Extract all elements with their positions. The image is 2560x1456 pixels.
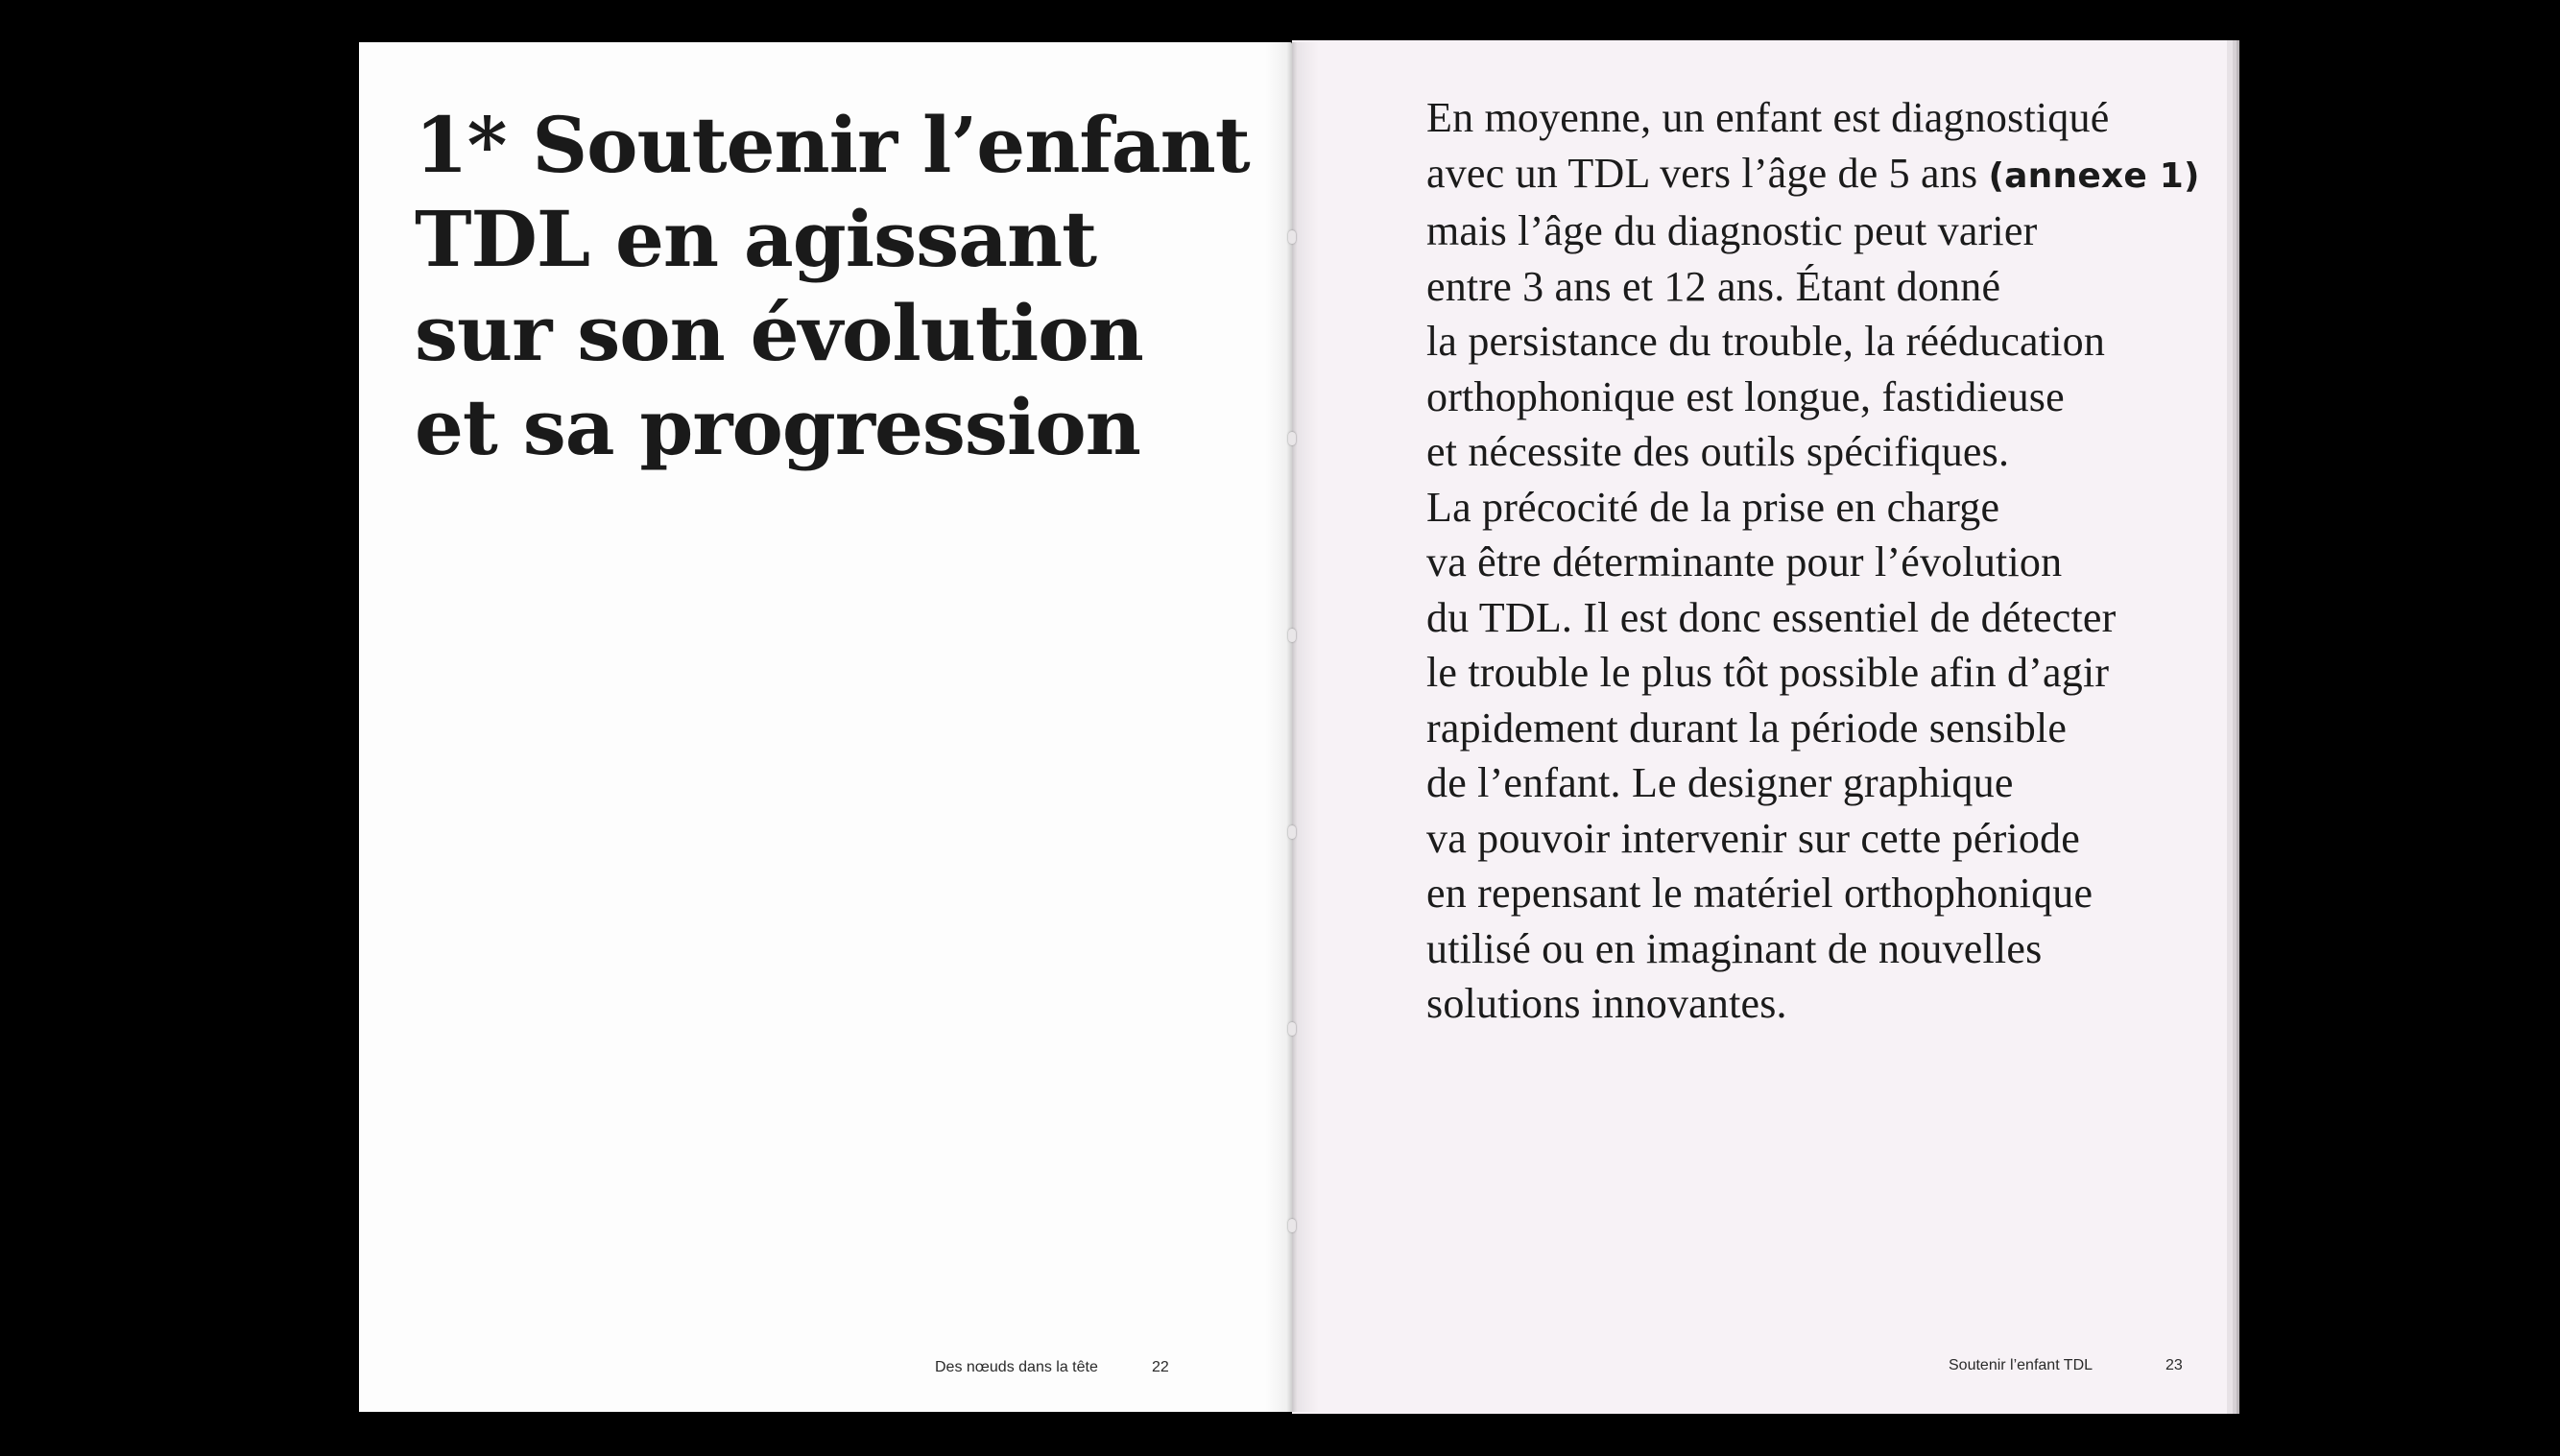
body-line: va être déterminante pour l’évolution	[1426, 538, 2063, 585]
binding-stitch	[1288, 825, 1296, 839]
body-line-text: avec un TDL vers l’âge de 5 ans	[1426, 149, 1989, 197]
chapter-title-line: et sa progression	[415, 382, 1140, 472]
annex-reference: (annexe 1)	[1988, 155, 2200, 196]
body-line: le trouble le plus tôt possible afin d’agir	[1426, 649, 2110, 696]
body-line: mais l’âge du diagnostic peut varier	[1426, 207, 2038, 254]
running-footer-book-title: Des nœuds dans la tête	[935, 1359, 1098, 1375]
body-line: entre 3 ans et 12 ans. Étant donné	[1426, 262, 2001, 310]
running-footer-section-title: Soutenir l’enfant TDL	[1949, 1357, 2093, 1373]
body-line: En moyenne, un enfant est diagnostiqué	[1426, 94, 2110, 141]
chapter-title-line: 1* Soutenir l’enfant	[415, 100, 1250, 190]
body-line: va pouvoir intervenir sur cette période	[1426, 814, 2080, 862]
right-page	[1292, 40, 2227, 1414]
body-line	[1426, 146, 2200, 204]
left-page	[359, 42, 1292, 1412]
body-line: La précocité de la prise en charge	[1426, 483, 2000, 531]
gutter-shadow	[1265, 42, 1319, 1412]
body-line: de l’enfant. Le designer graphique	[1426, 759, 2014, 806]
body-line: orthophonique est longue, fastidieuse	[1426, 372, 2065, 420]
binding-stitch	[1288, 629, 1296, 642]
page-number-left: 22	[1152, 1359, 1169, 1375]
binding-stitch	[1288, 230, 1296, 244]
chapter-title-line: TDL en agissant	[415, 194, 1097, 284]
body-line: du TDL. Il est donc essentiel de détecter	[1426, 593, 2117, 641]
chapter-title	[415, 98, 1259, 474]
body-line: en repensant le matériel orthophonique	[1426, 870, 2093, 917]
body-paragraph	[1426, 90, 2200, 1032]
body-line: utilisé ou en imaginant de nouvelles	[1426, 924, 2043, 972]
body-line: solutions innovantes.	[1426, 980, 1787, 1027]
body-line: et nécessite des outils spécifiques.	[1426, 428, 2010, 475]
binding-stitch	[1288, 432, 1296, 445]
body-line: la persistance du trouble, la rééducation	[1426, 318, 2106, 365]
page-number-right: 23	[2165, 1357, 2183, 1373]
binding-stitch	[1288, 1219, 1296, 1232]
chapter-title-line: sur son évolution	[415, 288, 1143, 378]
body-line: rapidement durant la période sensible	[1426, 704, 2068, 752]
binding-stitch	[1288, 1022, 1296, 1036]
